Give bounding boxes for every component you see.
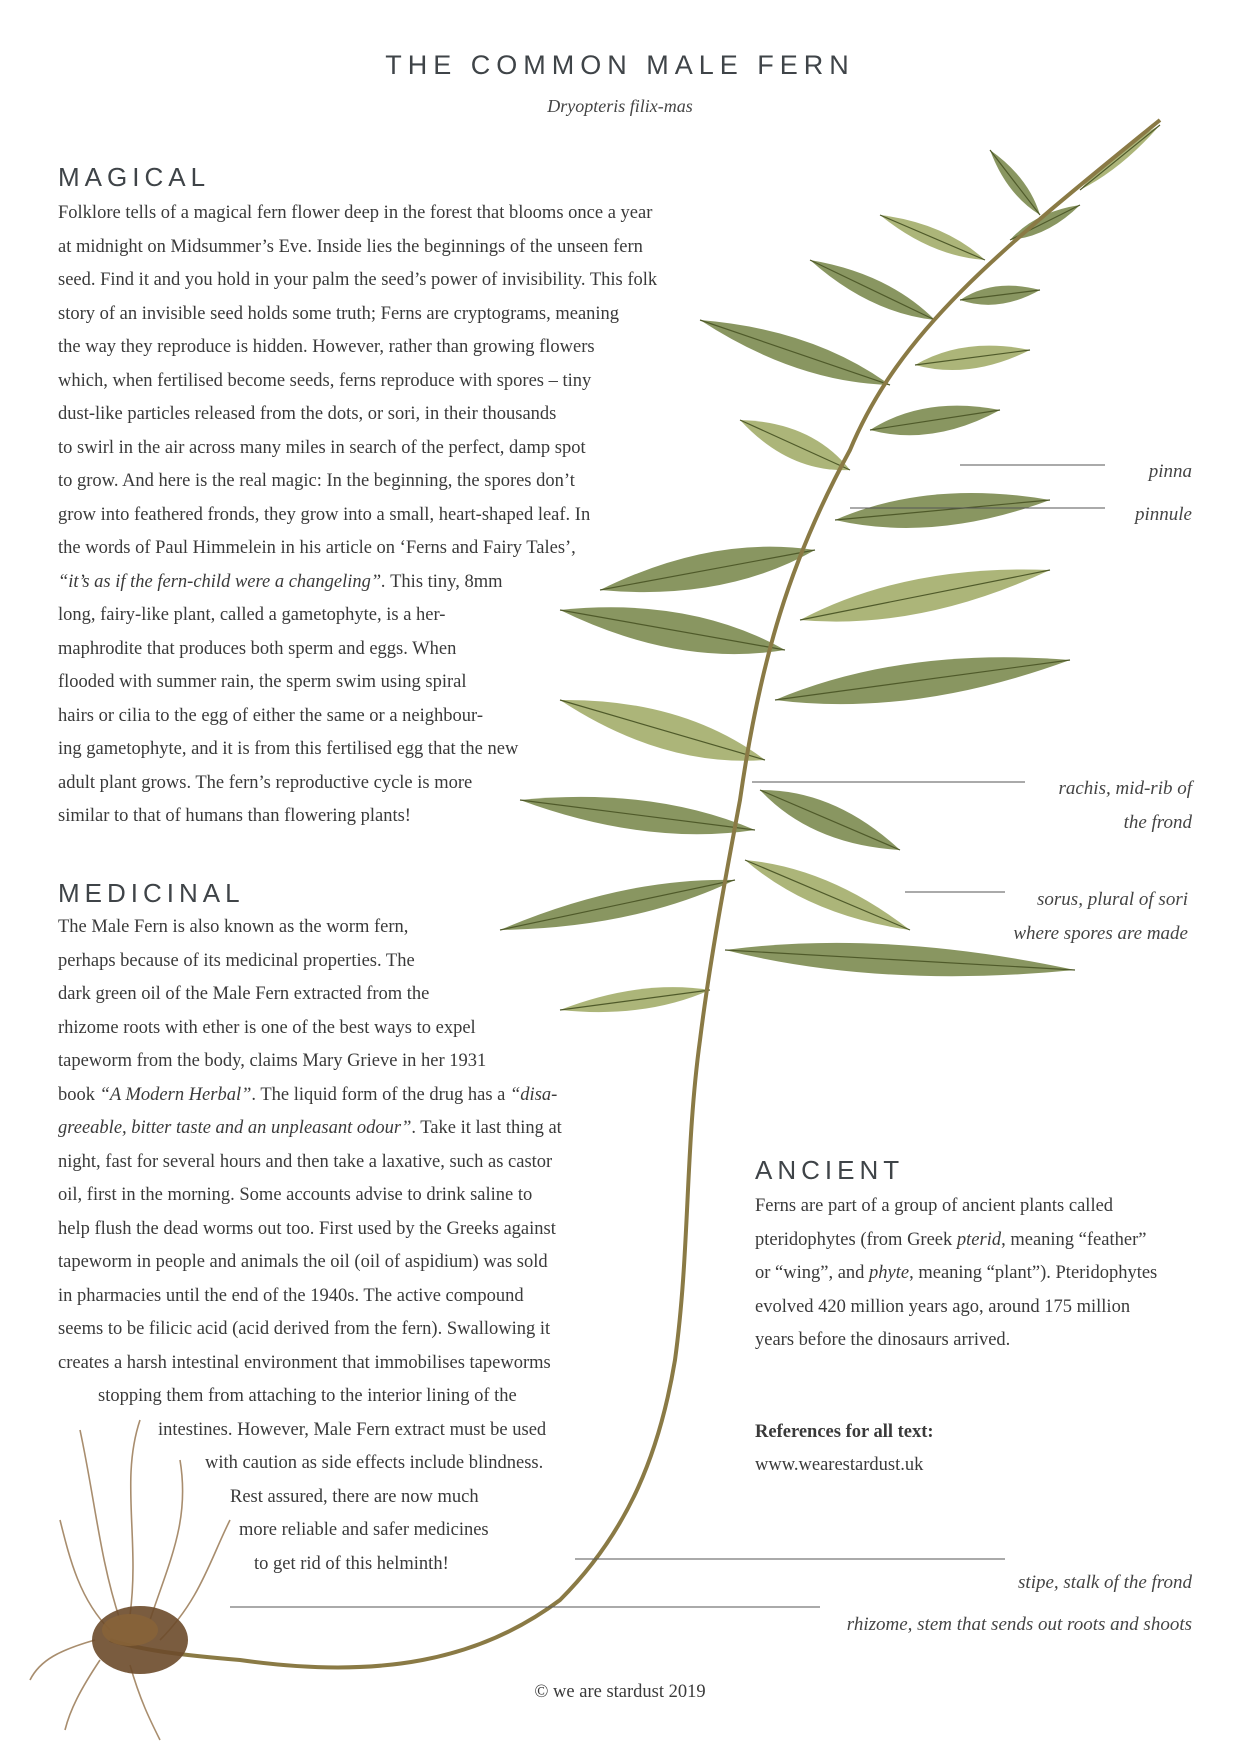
text-line: The Male Fern is also known as the worm fern, <box>58 917 409 937</box>
page-title: THE COMMON MALE FERN <box>385 50 855 80</box>
pinna-vein <box>700 320 890 385</box>
pinna-vein <box>745 860 910 930</box>
ancient-heading: ANCIENT <box>755 1155 905 1185</box>
text-line: rhizome roots with ether is one of the best ways to expel <box>58 1017 476 1038</box>
text-line: to get rid of this helminth! <box>254 1553 449 1574</box>
text-line: stopping them from attaching to the interior lining of the <box>98 1386 517 1406</box>
text-line: perhaps because of its medicinal properties. The <box>58 950 415 971</box>
text-line: book “A Modern Herbal”. The liquid form of the drug has a “disa- <box>58 1084 558 1105</box>
text-line: Ferns are part of a group of ancient plants called <box>755 1196 1114 1216</box>
text-line: long, fairy-like plant, called a gametophyte, is a her- <box>58 605 446 625</box>
text-line: help flush the dead worms out too. First used by the Greeks against <box>58 1218 556 1239</box>
medicinal-text <box>58 911 562 1581</box>
text-line: “it’s as if the fern-child were a changeling”. This tiny, 8mm <box>58 571 503 592</box>
quote-changeling: “it’s as if the fern-child were a changeling”. <box>58 571 386 592</box>
text-line: tapeworm from the body, claims Mary Grieve in her 1931 <box>58 1051 487 1071</box>
text-line: which, when fertilised become seeds, ferns reproduce with spores – tiny <box>58 370 592 391</box>
pinna-vein <box>990 150 1040 215</box>
text-line: maphrodite that produces both sperm and eggs. When <box>58 638 457 659</box>
text-line: more reliable and safer medicines <box>239 1520 489 1540</box>
text-line: to grow. And here is the real magic: In the beginning, the spores don’t <box>58 471 575 491</box>
pinna-vein <box>740 420 850 470</box>
text-line: intestines. However, Male Fern extract must be used <box>158 1419 547 1440</box>
magical-heading: MAGICAL <box>58 162 211 192</box>
species-subtitle: Dryopteris filix-mas <box>547 96 693 116</box>
label-rachis: rachis, mid-rib of the frond <box>1058 778 1192 833</box>
text-line: seems to be filicic acid (acid derived from the fern). Swallowing it <box>58 1319 551 1339</box>
text-line: grow into feathered fronds, they grow into a small, heart-shaped leaf. In <box>58 504 591 525</box>
text-line: tapeworm in people and animals the oil (oil of aspidium) was sold <box>58 1252 548 1272</box>
text-line: or “wing”, and phyte, meaning “plant”). Pteridophytes <box>755 1263 1158 1283</box>
text-line: similar to that of humans than flowering plants! <box>58 806 411 826</box>
text-line: to swirl in the air across many miles in search of the perfect, damp spot <box>58 437 586 458</box>
text-line: creates a harsh intestinal environment that immobilises tapeworms <box>58 1352 551 1373</box>
text-line: oil, first in the morning. Some accounts advise to drink saline to <box>58 1185 533 1205</box>
text-line: evolved 420 million years ago, around 175 million <box>755 1296 1131 1317</box>
text-line: dust-like particles released from the dots, or sori, in their thousands <box>58 404 557 424</box>
label-rhizome: rhizome, stem that sends out roots and shoots <box>846 1614 1192 1635</box>
pinna-vein <box>760 790 900 850</box>
text-line: Rest assured, there are now much <box>230 1486 479 1507</box>
text-line: at midnight on Midsummer’s Eve. Inside lies the beginnings of the unseen fern <box>58 236 643 257</box>
text-line: the way they reproduce is hidden. However, rather than growing flowers <box>58 337 595 357</box>
text-line: adult plant grows. The fern’s reproductive cycle is more <box>58 772 473 793</box>
quote-taste: greeable, bitter taste and an unpleasant odour” <box>58 1118 412 1138</box>
pinna-leaf <box>775 657 1070 704</box>
references-title: References for all text: <box>755 1422 934 1442</box>
text-line: story of an invisible seed holds some truth; Ferns are cryptograms, meaning <box>58 303 620 324</box>
text-line: flooded with summer rain, the sperm swim using spiral <box>58 672 467 692</box>
text-line: the words of Paul Himmelein in his article on ‘Ferns and Fairy Tales’, <box>58 538 576 558</box>
pinna-vein <box>800 570 1050 620</box>
references-url[interactable]: www.wearestardust.uk <box>755 1455 924 1475</box>
copyright: © we are stardust 2019 <box>534 1682 706 1702</box>
label-sorus: sorus, plural of sori where spores are made <box>1013 889 1188 944</box>
ancient-text <box>755 1190 1157 1358</box>
text-line: seed. Find it and you hold in your palm the seed’s power of invisibility. This folk <box>58 270 658 290</box>
text-line: in pharmacies until the end of the 1940s. The active compound <box>58 1285 524 1306</box>
pinna-vein <box>880 215 985 260</box>
pinna-vein <box>1080 125 1160 190</box>
text-line: greeable, bitter taste and an unpleasant odour”. Take it last thing at <box>58 1118 562 1138</box>
label-pinna: pinna <box>1148 461 1192 482</box>
text-line: Folklore tells of a magical fern flower deep in the forest that blooms once a year <box>58 203 653 223</box>
medicinal-heading: MEDICINAL <box>58 878 245 908</box>
text-line: night, fast for several hours and then take a laxative, such as castor <box>58 1151 553 1172</box>
text-line: dark green oil of the Male Fern extracted from the <box>58 984 430 1004</box>
label-pinnule: pinnule <box>1135 504 1192 525</box>
text-line: pteridophytes (from Greek pterid, meaning “feather” <box>755 1229 1147 1250</box>
text-line: with caution as side effects include blindness. <box>205 1453 544 1473</box>
text-line: hairs or cilia to the egg of either the same or a neighbour- <box>58 705 483 726</box>
book-title: “A Modern Herbal” <box>99 1084 252 1105</box>
pinna-vein <box>810 260 935 320</box>
label-stipe: stipe, stalk of the frond <box>1018 1572 1192 1593</box>
text-line: ing gametophyte, and it is from this fertilised egg that the new <box>58 739 519 759</box>
text-line: years before the dinosaurs arrived. <box>755 1330 1011 1350</box>
magical-text <box>58 197 657 834</box>
